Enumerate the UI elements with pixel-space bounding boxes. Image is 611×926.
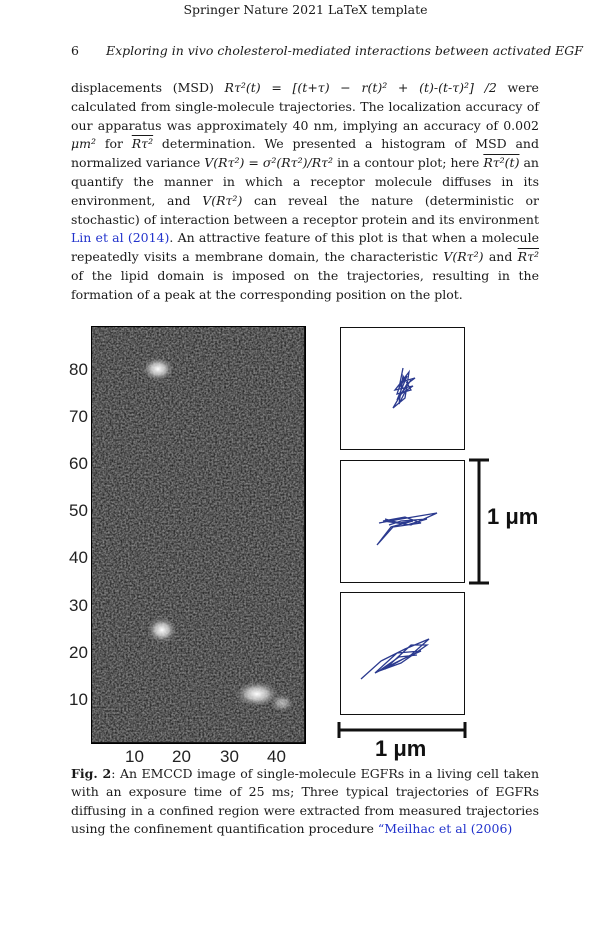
symbol: Rτ²	[131, 136, 154, 152]
text: and	[488, 249, 513, 265]
figure-caption	[71, 765, 539, 838]
y-tick: 40	[69, 548, 88, 567]
symbol: Rτ²(t)	[483, 155, 520, 171]
trajectory-path	[341, 593, 463, 713]
emccd-image	[91, 326, 306, 744]
unit: μm²	[71, 136, 96, 152]
y-tick: 30	[69, 596, 88, 615]
text: of the lipid domain is imposed on the trajectories, resulting in the formation of a peak at the corresponding position on the plot.	[71, 267, 539, 302]
page-number: 6	[71, 43, 79, 58]
x-tick: 40	[267, 747, 286, 766]
trajectory-panel-1	[340, 327, 465, 450]
symbol: V(Rτ²)	[202, 192, 243, 208]
y-tick: 50	[69, 501, 88, 520]
citation-link[interactable]: “Meilhac et al (2006)	[377, 820, 513, 836]
trajectory-path	[341, 461, 463, 581]
y-tick: 60	[69, 454, 88, 473]
y-tick: 10	[69, 690, 88, 709]
formula: [(t+τ) − r(t)² + (t)-(t-τ)²] /2	[292, 80, 497, 95]
caption-label: Fig. 2	[71, 766, 112, 781]
molecule-spot	[142, 357, 174, 381]
body-paragraph	[71, 79, 539, 305]
page-title: Exploring in vivo cholesterol-mediated interactions between activated EGF	[106, 43, 583, 58]
running-head: Springer Nature 2021 LaTeX template	[183, 2, 428, 17]
symbol: V(Rτ²)	[443, 249, 484, 265]
x-tick: 10	[125, 747, 144, 766]
formula: Rτ²(t) =	[224, 80, 282, 95]
text: were calculated from single-molecule trajectories. The localization accuracy of our apparatus was approximately 40 nm, implying an accuracy of 0.002	[71, 80, 539, 133]
trajectory-panel-2	[340, 460, 465, 583]
y-tick: 80	[69, 360, 88, 379]
citation-link[interactable]: Lin et al (2014)	[71, 230, 170, 246]
text: an quantify the manner in which a receptor molecule diffuses in its environment, and	[71, 155, 539, 208]
x-tick: 30	[220, 747, 239, 766]
text: . An attractive feature of this plot is that when a molecule repeatedly visits a membrane domain, the characteristic	[71, 230, 539, 265]
molecule-spot	[147, 617, 177, 643]
emccd-noise	[92, 327, 304, 742]
text: in a contour plot; here	[337, 155, 480, 171]
caption-text: : An EMCCD image of single-molecule EGFRs in a living cell taken with an exposure time of 25 ms; Three typical trajectories of EGFRs diffusing in a confined region were extracted from measured trajectories using the confinement quantification procedure	[71, 766, 540, 836]
text: can reveal the nature (deterministic or stochastic) of interaction between a receptor protein and its environment	[71, 192, 539, 227]
y-tick: 20	[69, 643, 88, 662]
vertical-scale-label: 1 μm	[487, 504, 539, 529]
x-tick: 20	[172, 747, 191, 766]
text: displacements (MSD)	[71, 80, 214, 95]
text: determination. We presented a histogram of MSD and normalized variance	[71, 136, 539, 171]
y-tick: 70	[69, 407, 88, 426]
trajectory-panel-3	[340, 592, 465, 715]
trajectory-path	[341, 328, 463, 448]
symbol: Rτ²	[517, 249, 539, 265]
molecule-spot	[270, 694, 294, 712]
text: for	[104, 136, 123, 152]
formula: V(Rτ²) = σ²(Rτ²)/Rτ²	[204, 155, 334, 171]
horizontal-scale-label: 1 μm	[375, 736, 427, 761]
